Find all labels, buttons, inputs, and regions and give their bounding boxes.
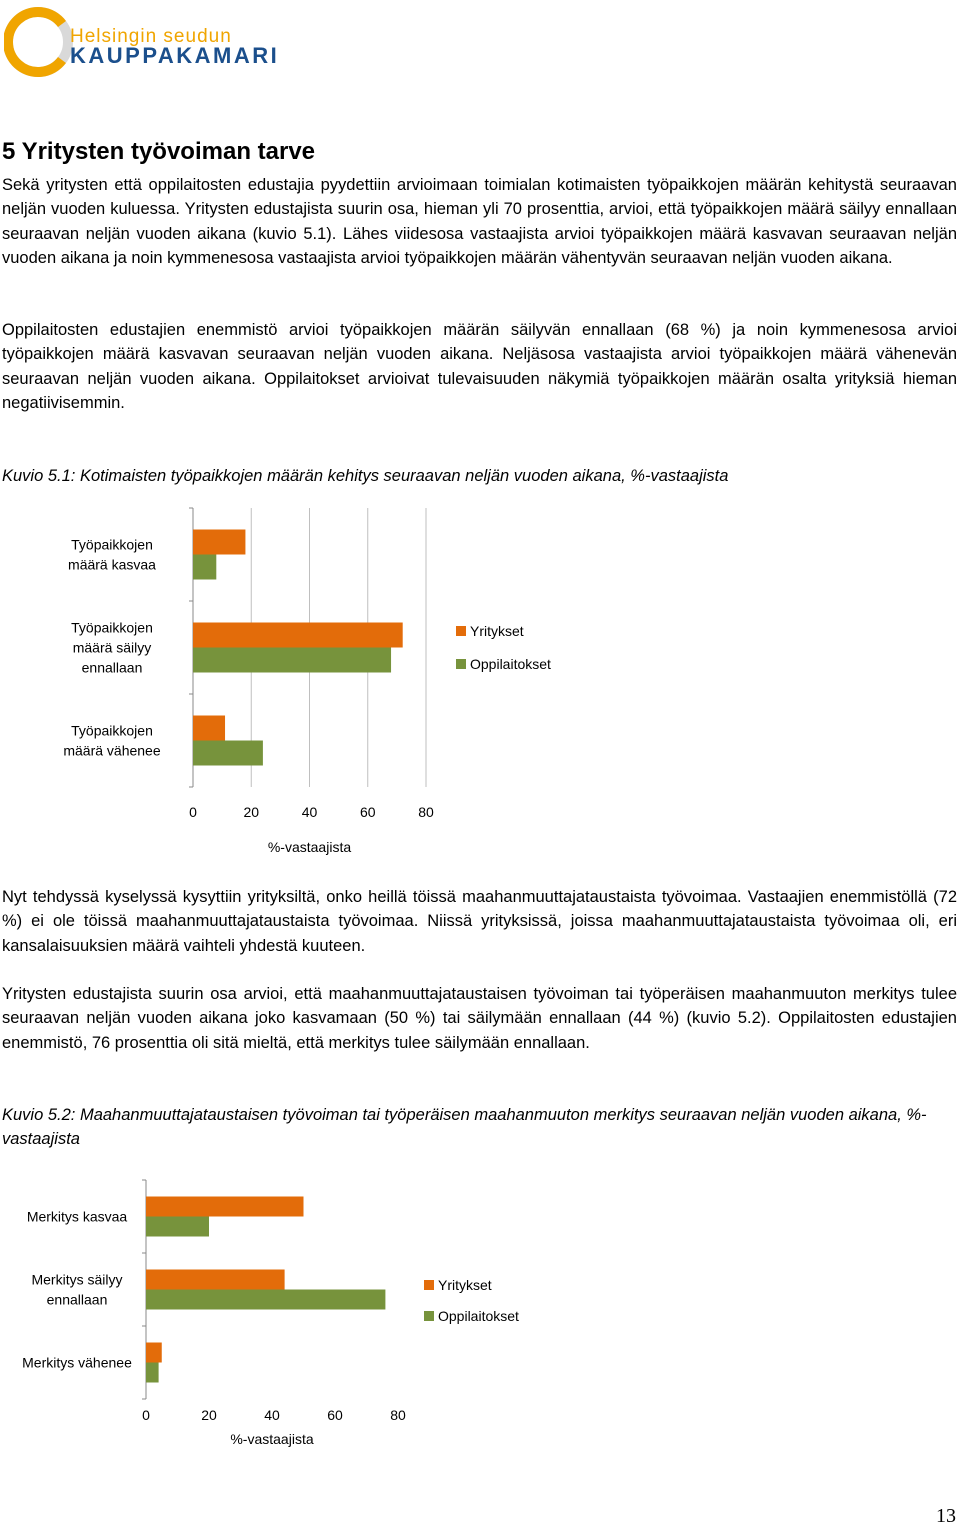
legend-label-yritykset: Yritykset bbox=[438, 1277, 492, 1293]
x-axis-label: %-vastaajista bbox=[230, 1431, 314, 1447]
x-tick-label: 80 bbox=[390, 1407, 406, 1423]
x-tick-label: 60 bbox=[327, 1407, 343, 1423]
category-label: Merkitys kasvaa bbox=[26, 1208, 128, 1225]
x-tick-label: 0 bbox=[142, 1407, 150, 1423]
logo-line1: Helsingin seudun bbox=[70, 26, 232, 47]
bar-yritykset bbox=[146, 1270, 285, 1290]
x-tick-label: 40 bbox=[264, 1407, 280, 1423]
paragraph-3: Nyt tehdyssä kyselyssä kysyttiin yrityksiltä, onko heillä töissä maahanmuuttajataustaista työvoimaa. Vastaajien enemmistöllä (72 %) ei ole töissä maahanmuuttajataustaista työvoimaa. Niissä yrityksissä, joissa maahanmuuttajataustaista työvoimaa oli, eri kansalaisuuksien määrä vaihteli yhdestä kuuteen. bbox=[2, 888, 957, 955]
category-label: Merkitys säilyy ennallaan bbox=[31, 1271, 123, 1308]
x-tick-label: 60 bbox=[359, 804, 376, 820]
bar-yritykset bbox=[146, 1197, 304, 1217]
bar-oppilaitokset bbox=[193, 555, 216, 580]
bar-yritykset bbox=[193, 530, 245, 555]
x-tick-label: 20 bbox=[201, 1407, 217, 1423]
legend-label-oppilaitokset: Oppilaitokset bbox=[470, 656, 551, 672]
bar-yritykset bbox=[193, 716, 225, 741]
logo-line2: KAUPPAKAMARI bbox=[70, 43, 280, 68]
x-tick-label: 0 bbox=[189, 804, 197, 820]
paragraph-2: Oppilaitosten edustajien enemmistö arvioi työpaikkojen määrän säilyvän ennallaan (68 %) ja noin kymmenesosa arvioi työpaikkojen määrä kasvavan seuraavan neljän vuoden aikana. Neljäsosa vastaajista arvioi työpaikkojen määrä vähenevän seuraavan neljän vuoden aikana. Oppilaitokset arvioivat tulevaisuuden näkymiä työpaikkojen määrän osalta yrityksiä hieman negatiivisemmin. bbox=[2, 321, 957, 412]
bar-oppilaitokset bbox=[193, 741, 263, 766]
legend-swatch-oppilaitokset bbox=[424, 1311, 434, 1321]
x-axis-label: %-vastaajista bbox=[267, 839, 352, 855]
legend-label-yritykset: Yritykset bbox=[470, 623, 524, 639]
bar-oppilaitokset bbox=[193, 648, 391, 673]
legend-label-oppilaitokset: Oppilaitokset bbox=[438, 1308, 519, 1324]
category-label: Työpaikkojen määrä kasvaa bbox=[68, 536, 156, 573]
kauppakamari-logo bbox=[4, 2, 284, 82]
paragraph-1: Sekä yritysten että oppilaitosten edustajia pyydettiin arvioimaan toimialan kotimaisten työpaikkojen määrän kehitystä seuraavan neljän vuoden kuluessa. Yritysten edustajista suurin osa, hieman yli 70 prosenttia, arvioi, että työpaikkojen määrä säilyy ennallaan seuraavan neljän vuoden aikana (kuvio 5.1). Lähes viidesosa vastaajista arvioi työpaikkojen määrä kasvavan seuraavan neljän vuoden aikana ja noin kymmenesosa vastaajista arvioi työpaikkojen määrän vähentyvän seuraavan neljän vuoden aikana. bbox=[2, 176, 957, 267]
logo-ring-icon bbox=[4, 2, 74, 82]
bar-yritykset bbox=[146, 1343, 162, 1363]
category-label: Merkitys vähenee bbox=[22, 1354, 132, 1371]
legend-swatch-yritykset bbox=[424, 1280, 434, 1290]
paragraph-4: Yritysten edustajista suurin osa arvioi, että maahanmuuttajataustaisen työvoiman tai työperäisen maahanmuuton merkitys tulee seuraavan neljän vuoden aikana joko kasvamaan (50 %) tai säilymään ennallaan (44 %) (kuvio 5.2). Oppilaitosten edustajien enemmistö, 76 prosenttia oli sitä mieltä, että merkitys tulee säilymään ennallaan. bbox=[2, 985, 957, 1052]
bar-oppilaitokset bbox=[146, 1363, 159, 1383]
page-number: 13 bbox=[936, 1505, 956, 1527]
legend-swatch-yritykset bbox=[456, 626, 466, 636]
category-label: Työpaikkojen määrä säilyy ennallaan bbox=[71, 619, 153, 676]
category-label: Työpaikkojen määrä vähenee bbox=[63, 722, 161, 759]
bar-oppilaitokset bbox=[146, 1217, 209, 1237]
chart-kuvio-5-1 bbox=[0, 500, 960, 870]
figure-caption-5-1: Kuvio 5.1: Kotimaisten työpaikkojen määrän kehitys seuraavan neljän vuoden aikana, %-vastaajista bbox=[2, 467, 729, 485]
section-title: 5 Yritysten työvoiman tarve bbox=[2, 138, 316, 165]
chart-kuvio-5-2 bbox=[0, 1170, 960, 1460]
legend-swatch-oppilaitokset bbox=[456, 659, 466, 669]
bar-oppilaitokset bbox=[146, 1290, 385, 1310]
x-tick-label: 80 bbox=[418, 804, 434, 820]
bar-yritykset bbox=[193, 623, 403, 648]
chart-2-svg bbox=[0, 1170, 960, 1460]
x-tick-label: 40 bbox=[301, 804, 318, 820]
figure-caption-5-2: Kuvio 5.2: Maahanmuuttajataustaisen työvoiman tai työperäisen maahanmuuton merkitys seuraavan neljän vuoden aikana, %-vastaajista bbox=[2, 1106, 927, 1149]
x-tick-label: 20 bbox=[243, 804, 260, 820]
chart-1-svg bbox=[0, 500, 960, 870]
